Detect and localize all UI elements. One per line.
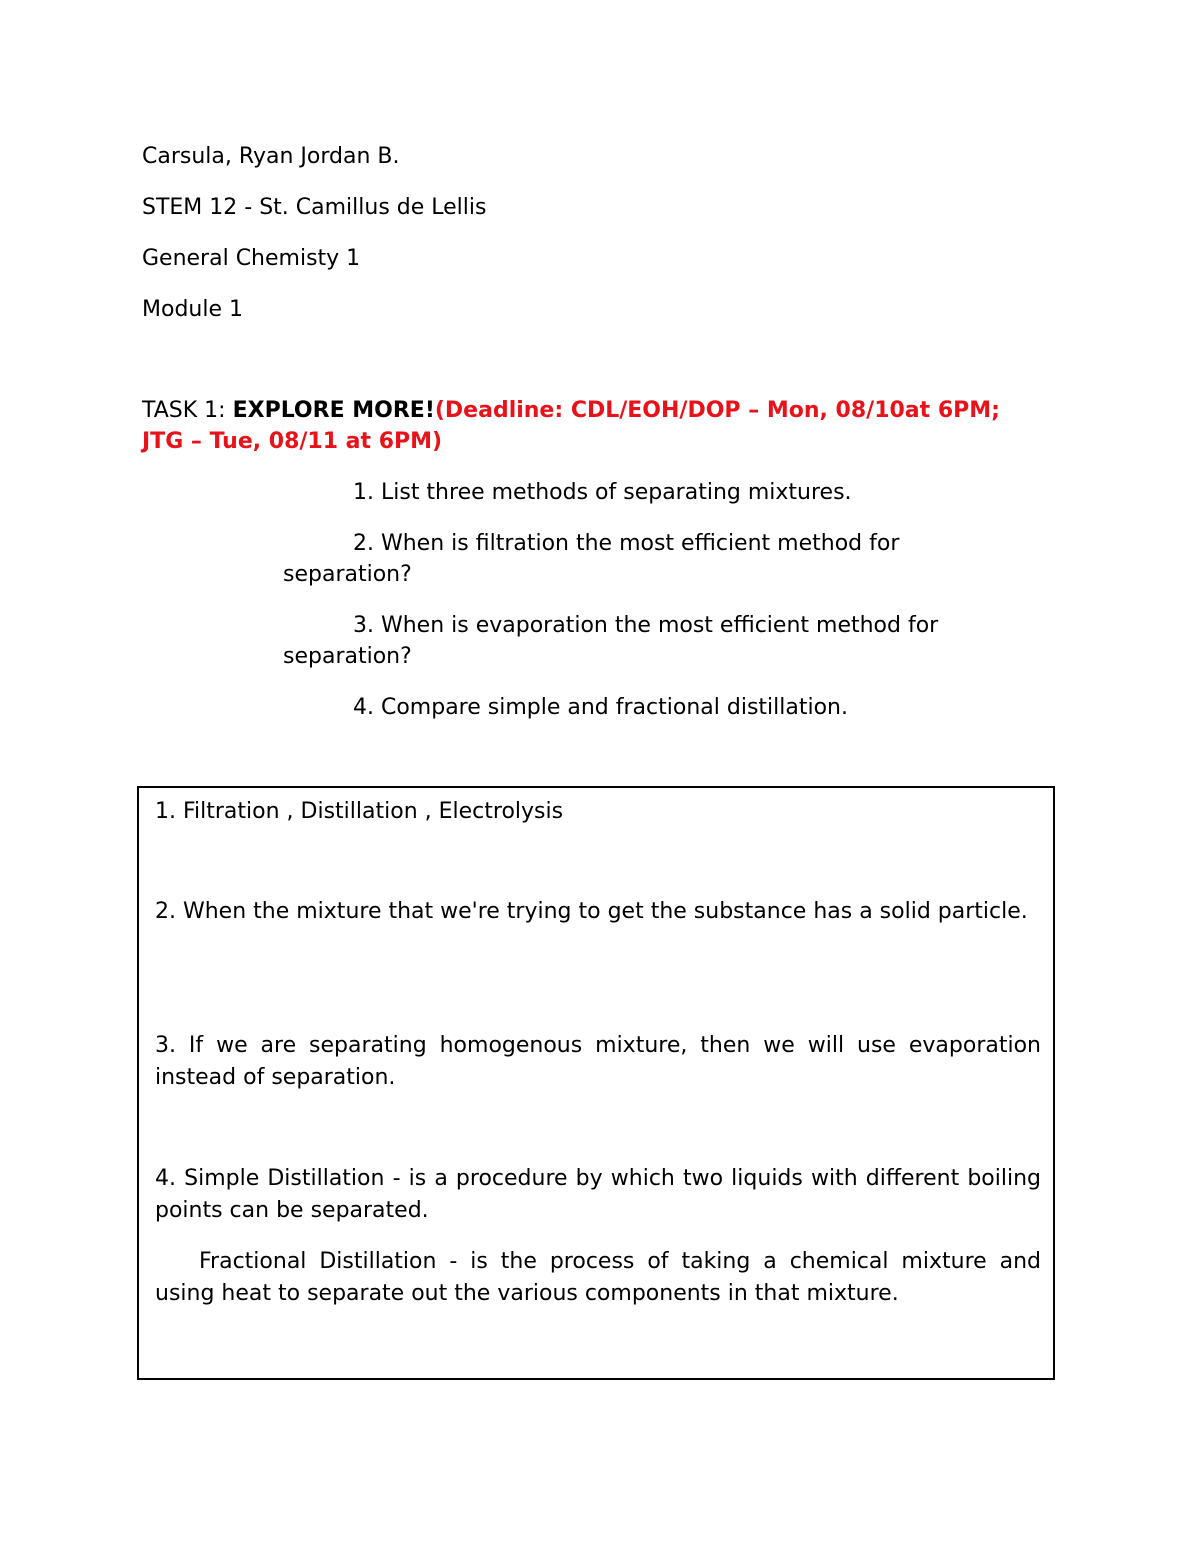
question-item: 4. Compare simple and fractional distillation. [353, 695, 848, 720]
answer-item: Fractional Distillation - is the process of taking a chemical mixture and using heat to separate out the various components in that mixture. [155, 1249, 1041, 1306]
module-label: Module 1 [142, 297, 243, 322]
task-label: TASK 1: [142, 398, 233, 423]
answer-item: 1. Filtration , Distillation , Electrolysis [155, 799, 564, 824]
answer-item: 4. Simple Distillation - is a procedure by which two liquids with different boiling points can be separated. [155, 1166, 1041, 1223]
answer-item: 2. When the mixture that we're trying to get the substance has a solid particle. [155, 899, 1028, 924]
question-item: 3. When is evaporation the most efficient method for separation? [283, 613, 939, 669]
question-item: 1. List three methods of separating mixtures. [353, 480, 852, 505]
question-list [283, 477, 1003, 743]
task-heading [142, 395, 1022, 457]
answer-box [137, 786, 1055, 1380]
student-name: Carsula, Ryan Jordan B. [142, 144, 400, 169]
class-section: STEM 12 - St. Camillus de Lellis [142, 195, 487, 220]
subject-title: General Chemisty 1 [142, 246, 361, 271]
answer-item: 3. If we are separating homogenous mixture, then we will use evaporation instead of separation. [155, 1033, 1041, 1090]
task-title: EXPLORE MORE! [232, 398, 435, 423]
question-item: 2. When is filtration the most efficient method for separation? [283, 531, 900, 587]
task-deadline: (Deadline: CDL/EOH/DOP – Mon, 08/10at 6PM; JTG – Tue, 08/11 at 6PM) [142, 398, 1000, 454]
